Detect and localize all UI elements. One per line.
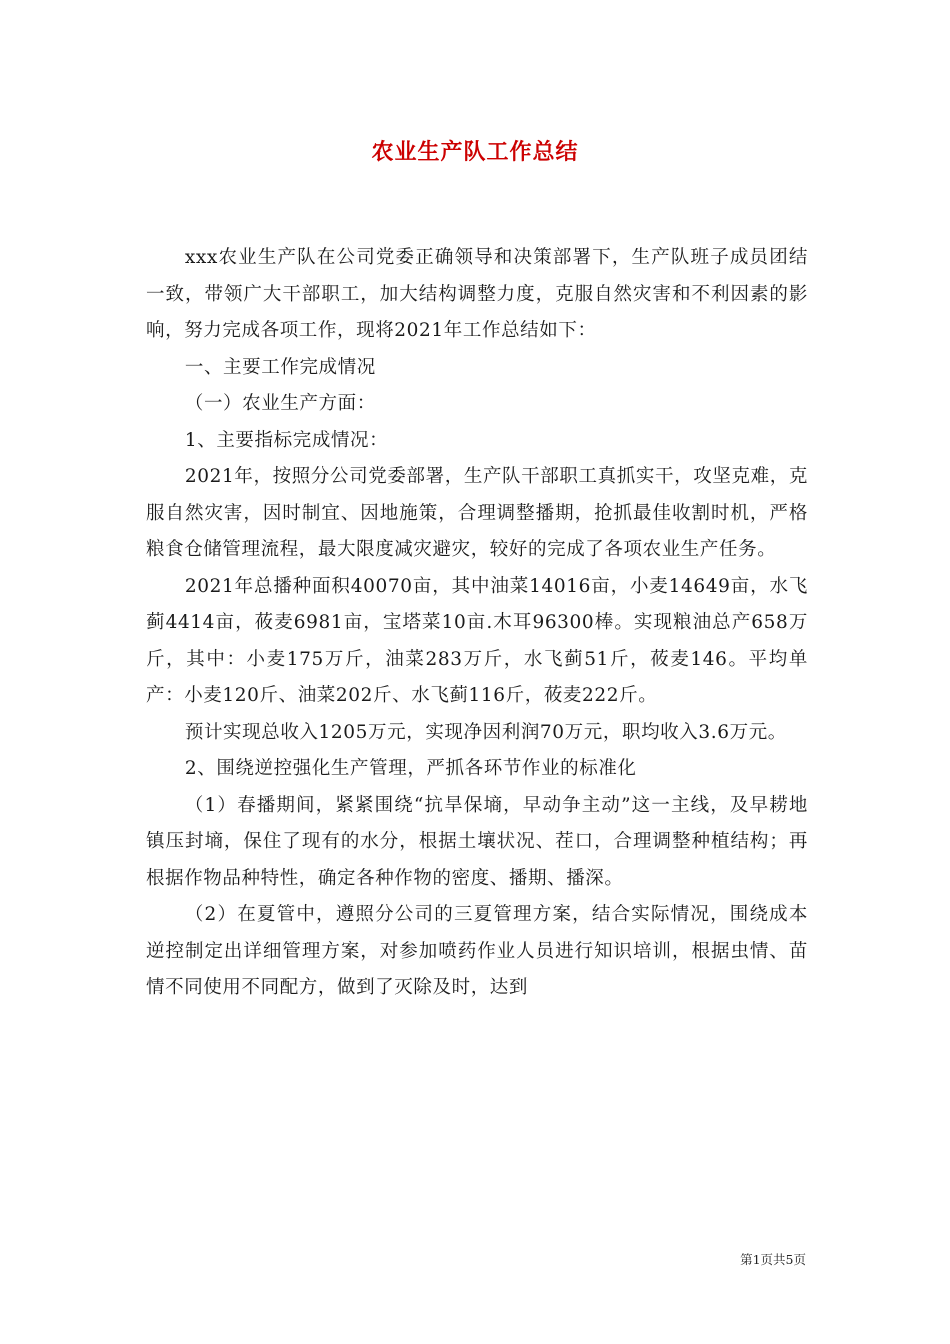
document-title: 农业生产队工作总结 <box>371 140 579 165</box>
paragraph-spring-sowing: （1）春播期间，紧紧围绕“抗旱保墒，早动争主动”这一主线，及早耢地镇压封墒，保住了现有的水分，根据土壤状况、茬口，合理调整种植结构；再根据作物品种特性，确定各种作物的密度、播期、播深。 <box>146 794 808 889</box>
document-body <box>146 240 808 1007</box>
heading-subsection-1: （一）农业生产方面： <box>184 393 376 414</box>
paragraph-2021-summary: 2021年，按照分公司党委部署，生产队干部职工真抓实干，攻坚克难，克服自然灾害，因时制宜、因地施策，合理调整播期，抢抓最佳收割时机，严格粮食仓储管理流程，最大限度减灾避灾，较好的完成了各项农业生产任务。 <box>146 466 808 560</box>
heading-section-1: 一、主要工作完成情况 <box>184 356 376 378</box>
paragraph-summer-management: （2）在夏管中，遵照分公司的三夏管理方案，结合实际情况，围绕成本逆控制定出详细管理方案，对参加喷药作业人员进行知识培训，根据虫情、苗情不同使用不同配方，做到了灭除及时，达到 <box>146 904 808 998</box>
page-number: 第1页共5页 <box>740 1252 806 1267</box>
paragraph-intro: xxx农业生产队在公司党委正确领导和决策部署下，生产队班子成员团结一致，带领广大干部职工，加大结构调整力度，克服自然灾害和不利因素的影响，努力完成各项工作，现将2021年工作总结如下： <box>146 247 808 341</box>
paragraph-income: 预计实现总收入1205万元，实现净因利润70万元，职均收入3.6万元。 <box>184 721 787 743</box>
heading-item-2: 2、围绕逆控强化生产管理，严抓各环节作业的标准化 <box>184 758 637 779</box>
paragraph-planting-area: 2021年总播种面积40070亩，其中油菜14016亩，小麦14649亩，水飞蓟4414亩，莜麦6981亩，宝塔菜10亩.木耳96300棒。实现粮油总产658万斤，其中：小麦175万斤，油菜283万斤，水飞蓟51斤，莜麦146。平均单产：小麦120斤、油菜202斤、水飞蓟116斤，莜麦222斤。 <box>146 575 808 706</box>
heading-item-1: 1、主要指标完成情况： <box>184 429 389 451</box>
